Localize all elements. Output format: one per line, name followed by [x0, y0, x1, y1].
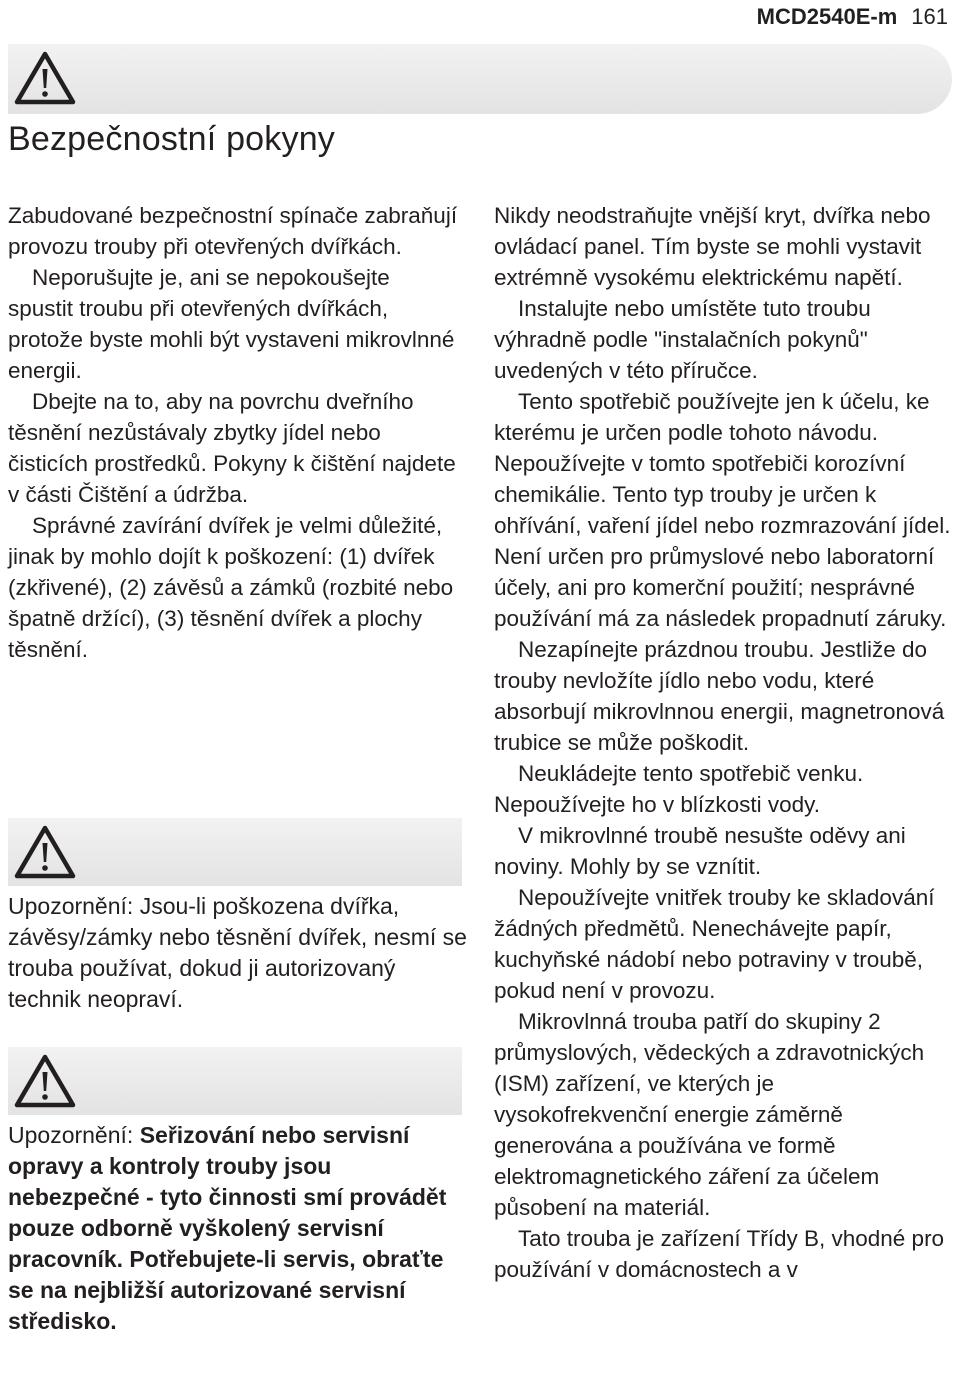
- warning-band-service: [8, 1047, 462, 1115]
- warning-triangle-icon: [12, 48, 78, 108]
- paragraph: Mikrovlnná trouba patří do skupiny 2 průmyslových, vědeckých a zdravotnických (ISM) zařízení, ve kterých je vysokofrekvenční energie záměrně generována a používána ve formě elektromagnetického záření za účelem působení na materiál.: [494, 1009, 925, 1220]
- warning-service: [8, 1120, 468, 1337]
- warning-triangle-icon: [12, 822, 78, 882]
- paragraph: Neukládejte tento spotřebič venku. Nepoužívejte ho v blízkosti vody.: [494, 761, 864, 817]
- warning-bold-text: Seřizování nebo servisní opravy a kontroly trouby jsou nebezpečné - tyto činnosti smí provádět pouze odborně vyškolený servisní pracovník. Potřebujete-li servis, obraťte se na nejbližší autorizované servisní středisko.: [8, 1122, 447, 1334]
- paragraph: Nezapínejte prázdnou troubu. Jestliže do trouby nevložíte jídlo nebo vodu, které absorbují mikrovlnnou energii, magnetronová trubice se může poškodit.: [494, 637, 945, 755]
- paragraph: Tento spotřebič používejte jen k účelu, ke kterému je určen podle tohoto návodu. Nepoužívejte v tomto spotřebiči korozívní chemikálie. Tento typ trouby je určen k ohřívání, vaření jídel nebo rozmrazování jídel. Není určen pro průmyslové nebo laboratorní účely, ani pro komerční použití; nesprávné používání má za následek propadnutí záruky.: [494, 389, 951, 631]
- paragraph: Nepoužívejte vnitřek trouby ke skladování žádných předmětů. Nenechávejte papír, kuchyňské nádobí nebo potraviny v troubě, pokud není v provozu.: [494, 885, 935, 1003]
- warning-prefix: Upozornění:: [8, 1122, 140, 1148]
- paragraph: Instalujte nebo umístěte tuto troubu výhradně podle "instalačních pokynů" uvedených v této příručce.: [494, 296, 871, 383]
- section-title: Bezpečnostní pokyny: [8, 120, 335, 158]
- paragraph: Nikdy neodstraňujte vnější kryt, dvířka nebo ovládací panel. Tím byste se mohli vystavit extrémně vysokému elektrickému napětí.: [494, 203, 931, 290]
- page-header: [757, 0, 948, 34]
- paragraph: Správné zavírání dvířek je velmi důležité, jinak by mohlo dojít k poškození: (1) dvířek (zkřivené), (2) závěsů a zámků (rozbité nebo špatně držící), (3) těsnění dvířek a plochy těsnění.: [8, 513, 454, 662]
- warning-door-damage: Upozornění: Jsou-li poškozena dvířka, závěsy/zámky nebo těsnění dvířek, nesmí se trouba používat, dokud ji autorizovaný technik neopraví.: [8, 893, 467, 1012]
- paragraph: Neporušujte je, ani se nepokoušejte spustit troubu při otevřených dvířkách, protože byste mohli být vystaveni mikrovlnné energii.: [8, 265, 455, 383]
- page-number: 161: [911, 4, 948, 29]
- paragraph: Dbejte na to, aby na povrchu dveřního těsnění nezůstávaly zbytky jídel nebo čisticích prostředků. Pokyny k čištění najdete v části Čištění a údržba.: [8, 389, 456, 507]
- warning-band-door: [8, 818, 462, 886]
- paragraph: Zabudované bezpečnostní spínače zabraňují provozu trouby při otevřených dvířkách.: [8, 203, 458, 259]
- warning-band-top: [8, 44, 952, 114]
- paragraph: Tato trouba je zařízení Třídy B, vhodné pro používání v domácnostech a v: [494, 1226, 945, 1282]
- paragraph: V mikrovlnné troubě nesušte oděvy ani noviny. Mohly by se vznítit.: [494, 823, 906, 879]
- left-column: [8, 200, 460, 665]
- model-name: MCD2540E-m: [756, 4, 898, 29]
- right-column: [494, 200, 952, 1285]
- warning-triangle-icon: [12, 1051, 78, 1111]
